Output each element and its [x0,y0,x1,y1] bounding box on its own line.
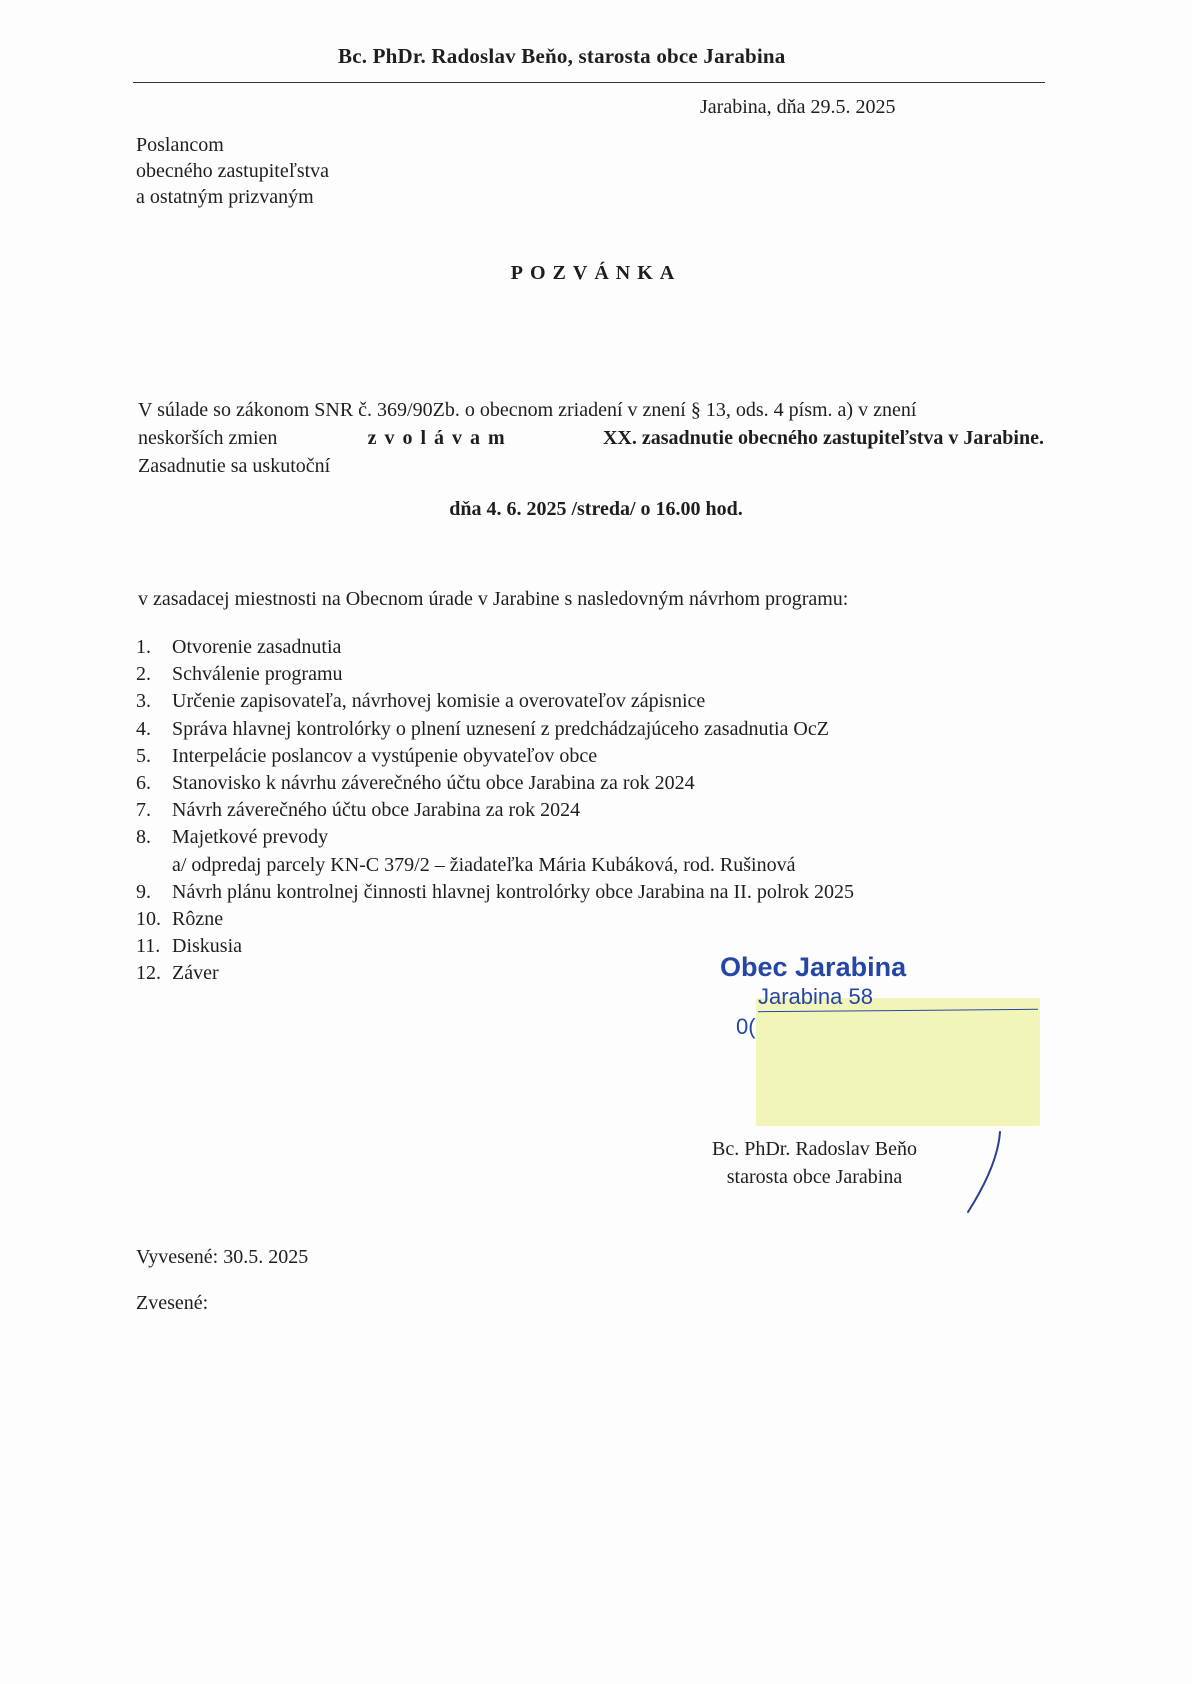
signer-block [712,1135,917,1191]
addressee-block [136,132,329,210]
letterhead-name: Bc. PhDr. Radoslav Beňo, starosta obce Jarabina [338,44,786,68]
signer-role: starosta obce Jarabina [726,1166,903,1188]
posted-date: Vyvesené: 30.5. 2025 [136,1246,309,1268]
agenda-item-text: Schválenie programu [172,663,343,686]
invitation-paragraph [138,396,1044,480]
agenda-item [136,743,854,770]
agenda-item [136,634,854,661]
agenda-item-text: Návrh záverečného účtu obce Jarabina za rok 2024 [172,799,581,822]
paragraph-line-2-start: neskorších zmien [138,427,278,449]
agenda-subitem [136,852,854,879]
agenda-item [136,797,854,824]
agenda-item-text: Majetkové prevody [172,826,329,849]
agenda-item [136,824,854,851]
signature-stroke [960,1130,1020,1220]
agenda-item-number: 1. [136,636,151,658]
paragraph-line-3: Zasadnutie sa uskutoční [138,455,331,477]
agenda-item-text: a/ odpredaj parcely KN-C 379/2 – žiadateľka Mária Kubáková, rod. Rušinová [172,853,796,876]
stamp-zip-fragment: 0( [736,1014,756,1039]
agenda-item [136,661,854,688]
paragraph-line-2 [138,424,1044,452]
addressee-line-3: a ostatným prizvaným [136,186,314,208]
agenda-item-text: Interpelácie poslancov a vystúpenie obyvateľov obce [172,744,598,767]
addressee-line-2: obecného zastupiteľstva [136,160,330,182]
agenda-item [136,716,854,743]
agenda-item [136,879,854,906]
agenda-item-number: 4. [136,717,151,740]
agenda-item-number: 9. [136,880,151,903]
agenda-item-text: Diskusia [172,935,242,958]
agenda-item-text: Správa hlavnej kontrolórky o plnení uznesení z predchádzajúceho zasadnutia OcZ [172,717,829,740]
document-title: POZVÁNKA [510,262,682,284]
letterhead-divider [133,82,1045,83]
agenda-item-text: Záver [172,962,219,985]
meeting-venue: v zasadacej miestnosti na Obecnom úrade v Jarabine s nasledovným návrhom programu: [138,588,849,610]
agenda-item [136,906,854,933]
convene-verb: zvolávam [367,427,513,449]
session-name: XX. zasadnutie obecného zastupiteľstva v Jarabine. [602,427,1044,449]
agenda-item-number: 12. [136,962,161,985]
addressee-line-1: Poslancom [136,134,224,156]
removed-date: Zvesené: [136,1292,209,1314]
agenda-item [136,770,854,797]
agenda-item-text: Návrh plánu kontrolnej činnosti hlavnej kontrolórky obce Jarabina na II. polrok 2025 [172,880,855,903]
redaction-box [756,998,1040,1126]
stamp-address: Jarabina 58 [758,984,873,1009]
official-stamp [720,952,907,1039]
agenda-item-number: 3. [136,690,151,713]
agenda-item-number [136,852,172,879]
agenda-item-number: 10. [136,908,161,931]
agenda-item-text: Otvorenie zasadnutia [172,636,342,658]
agenda-item-number: 7. [136,799,151,822]
agenda-item-number: 6. [136,772,151,795]
document-date: Jarabina, dňa 29.5. 2025 [700,96,896,118]
agenda-item-number: 5. [136,744,151,767]
agenda-item-text: Rôzne [172,908,224,931]
agenda-item-text: Určenie zapisovateľa, návrhovej komisie a overovateľov zápisnice [172,690,706,713]
signer-name: Bc. PhDr. Radoslav Beňo [712,1138,917,1160]
stamp-title: Obec Jarabina [720,952,907,982]
paragraph-line-1: V súlade so zákonom SNR č. 369/90Zb. o obecnom zriadení v znení § 13, ods. 4 písm. a) v znení [138,399,917,421]
meeting-date: dňa 4. 6. 2025 /streda/ o 16.00 hod. [449,498,743,520]
agenda-item-number: 11. [136,935,161,958]
agenda-item [136,688,854,715]
agenda-list [136,634,854,988]
agenda-item-number: 2. [136,663,151,686]
agenda-item-number: 8. [136,826,151,849]
agenda-item-text: Stanovisko k návrhu záverečného účtu obce Jarabina za rok 2024 [172,772,695,795]
